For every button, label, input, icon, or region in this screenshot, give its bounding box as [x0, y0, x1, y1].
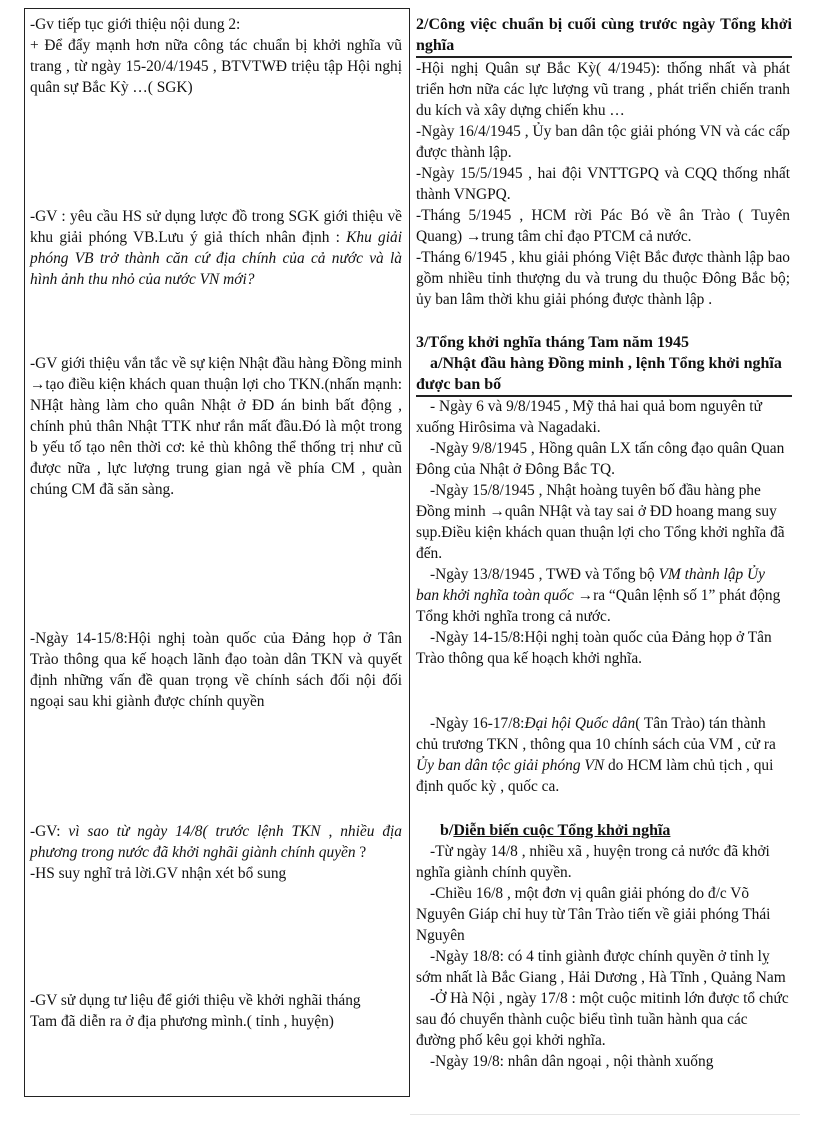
content-line: -Tháng 5/1945 , HCM rời Pác Bó về ân Trào ( Tuyên Quang) →trung tâm chỉ đạo PTCM cả nước.: [416, 207, 790, 245]
content-line: -Ngày 19/8: nhân dân ngoại , nội thành xuống: [430, 1053, 714, 1070]
content-line: - Ngày 6 và 9/8/1945 , Mỹ thả hai quả bom nguyên tử xuống Hirôsima và Nagadaki.: [416, 398, 762, 436]
content-line: -Tháng 6/1945 , khu giải phóng Việt Bắc được thành lập bao gồm nhiều tỉnh thượng du và trung du thuộc Đông Bắc bộ; ủy ban lâm thời khu giải phóng được thành lập .: [416, 249, 790, 308]
section-3b: [416, 820, 790, 1072]
column-divider: [409, 8, 410, 1096]
activity-text: ?: [355, 844, 367, 861]
teacher-activity-3: [30, 353, 402, 500]
activity-italic-text: Khu giải phóng VB trở thành căn cứ địa chính của cả nước và là hình ảnh thu nhỏ của nước VN mới?: [30, 229, 402, 288]
activity-text: -Ngày 14-15/8:Hội nghị toàn quốc của Đảng họp ở Tân Trào thông qua kế hoạch lãnh đạo toàn dân TKN và quyết định những vấn đề quan trọng về chính sách đối nội đối ngoại sau khi giành được chính quyền: [30, 630, 402, 710]
content-text: do HCM làm chủ tịch , qui định quốc kỳ , quốc ca.: [416, 757, 774, 795]
section-3: [416, 332, 790, 397]
content-line: -Ở Hà Nội , ngày 17/8 : một cuộc mitinh lớn được tổ chức sau đó chuyển thành cuộc biểu tình tuần hành qua các đường phố kêu gọi khởi nghĩa.: [416, 990, 789, 1049]
section-3-heading: 3/Tổng khởi nghĩa tháng Tam năm 1945: [416, 334, 689, 351]
content-line: -Từ ngày 14/8 , nhiều xã , huyện trong cả nước đã khởi nghĩa giành chính quyền.: [416, 843, 770, 881]
section-3a-congress: [416, 713, 790, 797]
teacher-activity-1: [30, 14, 402, 98]
table-top-border: [24, 8, 410, 9]
faint-rule: [410, 1114, 800, 1115]
activity-italic-text: vì sao từ ngày 14/8( trước lệnh TKN , nhiều địa phương trong nước đã khởi nghãi giành chính quyền: [30, 823, 402, 861]
content-text: →ra “Quân lệnh số 1” phát động Tổng khởi nghĩa trong cả nước.: [416, 587, 781, 625]
content-line: -Ngày 18/8: có 4 tỉnh giành được chính quyền ở tỉnh lỵ sớm nhất là Bắc Giang , Hải Dương , Hà Tĩnh , Quảng Nam: [416, 948, 786, 986]
teacher-activity-2: [30, 206, 402, 290]
section-3a-content: [416, 396, 790, 669]
activity-text: -GV:: [30, 823, 69, 840]
content-text: -Ngày 13/8/1945 , TWĐ và Tổng bộ: [430, 566, 659, 583]
teacher-activity-6: [30, 990, 375, 1032]
content-italic-text: Ủy ban dân tộc giải phóng VN: [416, 757, 605, 774]
content-text: ( Tân Trào) tán thành chủ trương TKN , thông qua 10 chính sách của VM , cử ra: [416, 715, 776, 753]
teacher-activity-4: [30, 628, 402, 712]
content-line: -Ngày 14-15/8:Hội nghị toàn quốc của Đảng họp ở Tân Trào thông qua kế hoạch khởi nghĩa.: [416, 629, 772, 667]
content-text: -Ngày 16-17/8:: [430, 715, 525, 732]
activity-text: -GV : yêu cầu HS sử dụng lược đồ trong SGK giới thiệu về khu giải phóng VB.Lưu ý giả thích nhân định :: [30, 208, 402, 246]
activity-line: -HS suy nghĩ trả lời.GV nhận xét bổ sung: [30, 865, 287, 882]
content-line: -Ngày 15/5/1945 , hai đội VNTTGPQ và CQQ thống nhất thành VNGPQ.: [416, 165, 790, 203]
content-line: -Hội nghị Quân sự Bắc Kỳ( 4/1945): thống nhất và phát triển hơn nữa các lực lượng vũ trang , phát triển chiến tranh du kích và xây dựng chiến khu …: [416, 60, 790, 119]
table-left-border: [24, 8, 25, 1096]
content-line: -Ngày 16/4/1945 , Ủy ban dân tộc giải phóng VN và các cấp được thành lập.: [416, 123, 790, 161]
content-italic-text: VM thành lập Ủy ban khởi nghĩa toàn quốc: [416, 566, 765, 604]
section-3a-heading: a/Nhật đầu hàng Đồng minh , lệnh Tổng khởi nghĩa được ban bố: [416, 353, 792, 397]
section-2-heading: 2/Công việc chuẩn bị cuối cùng trước ngày Tổng khởi nghĩa: [416, 14, 792, 58]
activity-line: + Để đẩy mạnh hơn nữa công tác chuẩn bị khởi nghĩa vũ trang , từ ngày 15-20/4/1945 , BTVTWĐ triệu tập Hội nghị quân sự Bắc Kỳ …( SGK): [30, 37, 402, 96]
activity-text: -GV giới thiệu vắn tắc về sự kiện Nhật đầu hàng Đồng minh →tạo điều kiện khách quan thuận lợi cho TKN.(nhấn mạnh: NHật hàng làm cho quân Nhật ở ĐD án binh bất động , chính phủ thân Nhật TTK như rắn mất đầu.Đó là một trong b yếu tố tạo nên thời cơ: kẻ thù không thể thống trị như cũ được nữa , lực lượng trung gian ngả về phía CM , quàn chúng CM đã săn sàng.: [30, 355, 402, 498]
content-line: -Ngày 9/8/1945 , Hồng quân LX tấn công đạo quân Quan Đông của Nhật ở Đông Bắc TQ.: [416, 440, 785, 478]
table-bottom-border: [24, 1096, 410, 1097]
activity-line: -Gv tiếp tục giới thiệu nội dung 2:: [30, 16, 241, 33]
section-3b-heading: Diễn biến cuộc Tổng khởi nghĩa: [453, 822, 671, 839]
content-italic-text: Đại hội Quốc dân: [524, 715, 636, 732]
section-3b-prefix: b/: [440, 822, 454, 839]
content-line: -Chiều 16/8 , một đơn vị quân giải phóng do đ/c Võ Nguyên Giáp chỉ huy từ Tân Trào tiến về giải phóng Thái Nguyên: [416, 885, 771, 944]
section-2: [416, 14, 790, 310]
activity-text: -GV sử dụng tư liệu để giới thiệu về khởi nghãi tháng Tam đã diễn ra ở địa phương mình.( tỉnh , huyện): [30, 992, 361, 1030]
content-line: -Ngày 15/8/1945 , Nhật hoàng tuyên bố đầu hàng phe Đồng minh →quân NHật và tay sai ở ĐD hoang mang suy sụp.Điều kiện khách quan thuận lợi cho Tổng khởi nghĩa đã đến.: [416, 482, 785, 562]
teacher-activity-5: [30, 821, 402, 884]
